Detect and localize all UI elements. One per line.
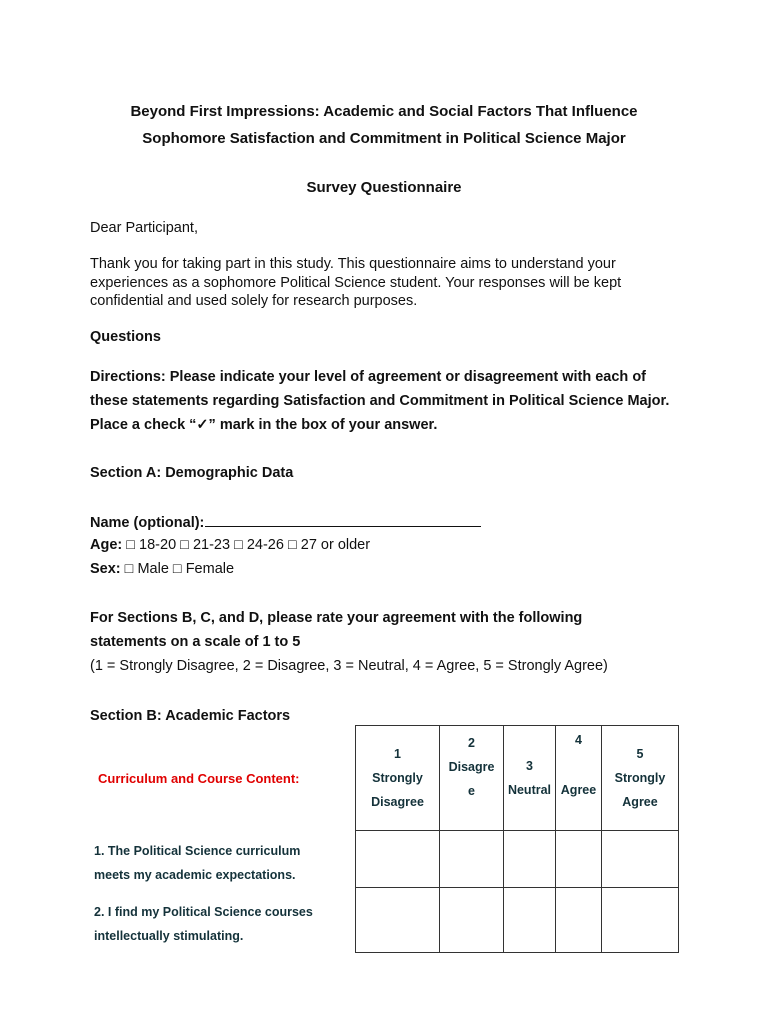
col-header-1: 1 Strongly Disagree [356, 726, 440, 831]
col-header-4: 4 Agree [556, 726, 602, 831]
answer-cell-1-1[interactable] [356, 831, 440, 888]
age-options[interactable]: □ 18-20 □ 21-23 □ 24-26 □ 27 or older [126, 537, 371, 553]
col-header-2: 2 Disagree [440, 726, 504, 831]
sex-row [90, 561, 234, 577]
curriculum-category-label: Curriculum and Course Content: [98, 771, 300, 786]
col-header-5: 5 Strongly Agree [602, 726, 679, 831]
answer-cell-2-5[interactable] [602, 888, 679, 953]
answer-cell-2-3[interactable] [504, 888, 556, 953]
directions: Directions: Please indicate your level of agreement or disagreement with each of these statements regarding Satisfaction and Commitment in Political Science Major. Place a check “✓” mark in the box of your answer. [90, 369, 670, 433]
answer-cell-2-2[interactable] [440, 888, 504, 953]
rating-table [355, 725, 679, 953]
name-blank-line[interactable] [205, 512, 481, 527]
title-line-2: Sophomore Satisfaction and Commitment in Political Science Major [142, 130, 626, 147]
greeting: Dear Participant, [90, 220, 198, 236]
answer-cell-1-3[interactable] [504, 831, 556, 888]
intro-paragraph: Thank you for taking part in this study. This questionnaire aims to understand your experiences as a sophomore Political Science student. Your responses will be kept confidential and used solely for research purposes. [90, 256, 622, 309]
name-field-row [90, 512, 481, 531]
section-b-heading: Section B: Academic Factors [90, 708, 291, 724]
scale-instructions: For Sections B, C, and D, please rate your agreement with the following statements on a scale of 1 to 5 [90, 610, 583, 650]
answer-cell-2-4[interactable] [556, 888, 602, 953]
name-label: Name (optional): [90, 515, 205, 531]
title-line-1: Beyond First Impressions: Academic and Social Factors That Influence [130, 103, 638, 120]
survey-subtitle: Survey Questionnaire [306, 179, 462, 196]
age-row [90, 537, 370, 553]
answer-row-1 [356, 831, 679, 888]
question-1: 1. The Political Science curriculum meets my academic expectations. [94, 844, 301, 882]
section-a-heading: Section A: Demographic Data [90, 465, 294, 481]
sex-label: Sex: [90, 561, 121, 577]
answer-cell-1-5[interactable] [602, 831, 679, 888]
answer-cell-1-4[interactable] [556, 831, 602, 888]
questions-heading: Questions [90, 329, 161, 345]
age-label: Age: [90, 537, 123, 553]
answer-row-2 [356, 888, 679, 953]
rating-header-row [356, 726, 679, 831]
scale-legend: (1 = Strongly Disagree, 2 = Disagree, 3 = Neutral, 4 = Agree, 5 = Strongly Agree) [90, 658, 608, 674]
sex-options[interactable]: □ Male □ Female [124, 561, 235, 577]
answer-cell-1-2[interactable] [440, 831, 504, 888]
answer-cell-2-1[interactable] [356, 888, 440, 953]
question-2: 2. I find my Political Science courses intellectually stimulating. [94, 905, 313, 943]
col-header-3: 3 Neutral [504, 726, 556, 831]
